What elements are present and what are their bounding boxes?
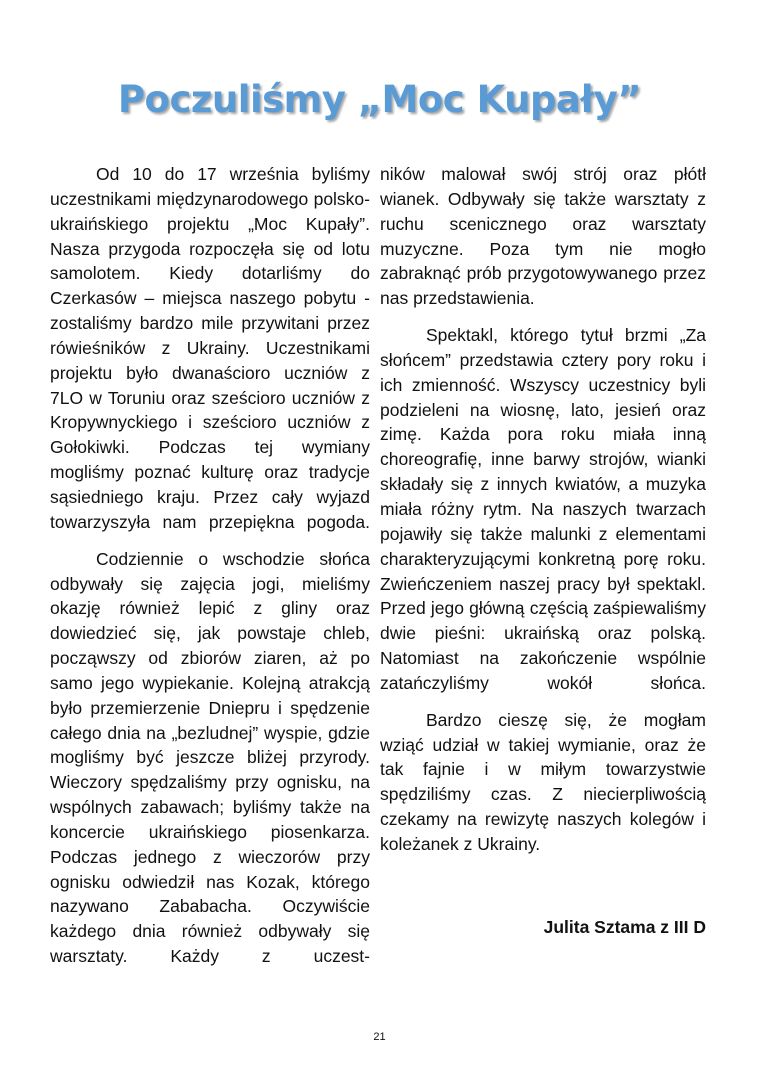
right-column bbox=[380, 162, 706, 857]
author-signature: Julita Sztama z III D bbox=[543, 917, 706, 937]
page-number: 21 bbox=[373, 1031, 386, 1043]
article-title: Poczuliśmy „Moc Kupały” bbox=[117, 78, 642, 121]
paragraph-performance: Spektakl, którego tytuł brzmi „Za słońcem” przedstawia cztery pory roku i ich zmienność. Wszyscy uczestnicy byli podzieleni na wiosnę, lato, jesień oraz zimę. Każda pora roku miała inną choreografię, inne barwy strojów, wianki składały się z innych kwiatów, a muzyka miała różny rytm. Na naszych twarzach pojawiły się także malunki z elementami charakteryzującymi konkretną porę roku. Zwieńczeniem naszej pracy był spektakl. Przed jego główną częścią zaśpiewaliśmy dwie pieśni: ukraińską oraz polską. Natomiast na zakończenie wspólnie zatańczyliśmy wokół słońca. bbox=[380, 325, 706, 693]
paragraph-activities-continued: ników malował swój strój oraz płótł wianek. Odbywały się także warsztaty z ruchu scenicznego oraz warsztaty muzyczne. Poza tym nie mogło zabraknąć prób przygotowywanego przez nas przedstawienia. bbox=[380, 164, 706, 309]
paragraph-intro: Od 10 do 17 września byliśmy uczestnikami międzynarodowego polsko-ukraińskiego projektu „Moc Kupały”. Nasza przygoda rozpoczęła się od lotu samolotem. Kiedy dotarliśmy do Czerkasów – miejsca naszego pobytu - zostaliśmy bardzo mile przywitani przez rówieśników z Ukrainy. Uczestnikami projektu było dwanaścioro uczniów z 7LO w Toruniu oraz sześcioro uczniów z Kropywnyckiego i sześcioro uczniów z Gołokiwki. Podczas tej wymiany mogliśmy poznać kulturę oraz tradycje sąsiedniego kraju. Przez cały wyjazd towarzyszyła nam przepiękna pogoda. bbox=[50, 164, 370, 532]
paragraph-activities: Codziennie o wschodzie słońca odbywały się zajęcia jogi, mieliśmy okazję również lepić z gliny oraz dowiedzieć się, jak powstaje chleb, począwszy od zbiorów ziaren, aż po samo jego wypiekanie. Kolejną atrakcją było przemierzenie Dniepru i spędzenie całego dnia na „bezludnej” wyspie, gdzie mogliśmy być jeszcze bliżej przyrody. Wieczory spędzaliśmy przy ognisku, na wspólnych zabawach; byliśmy także na koncercie ukraińskiego piosenkarza. Podczas jednego z wieczorów przy ognisku odwiedził nas Kozak, którego nazywano Zababacha. Oczywiście każdego dnia również odbywały się warsztaty. Każdy z uczest- bbox=[50, 548, 370, 967]
left-column bbox=[50, 162, 370, 969]
paragraph-conclusion: Bardzo cieszę się, że mogłam wziąć udział w takiej wymianie, oraz że tak fajnie i w miłym towarzystwie spędziliśmy czas. Z niecierpliwością czekamy na rewizytę naszych kolegów i koleżanek z Ukrainy. bbox=[380, 709, 706, 854]
